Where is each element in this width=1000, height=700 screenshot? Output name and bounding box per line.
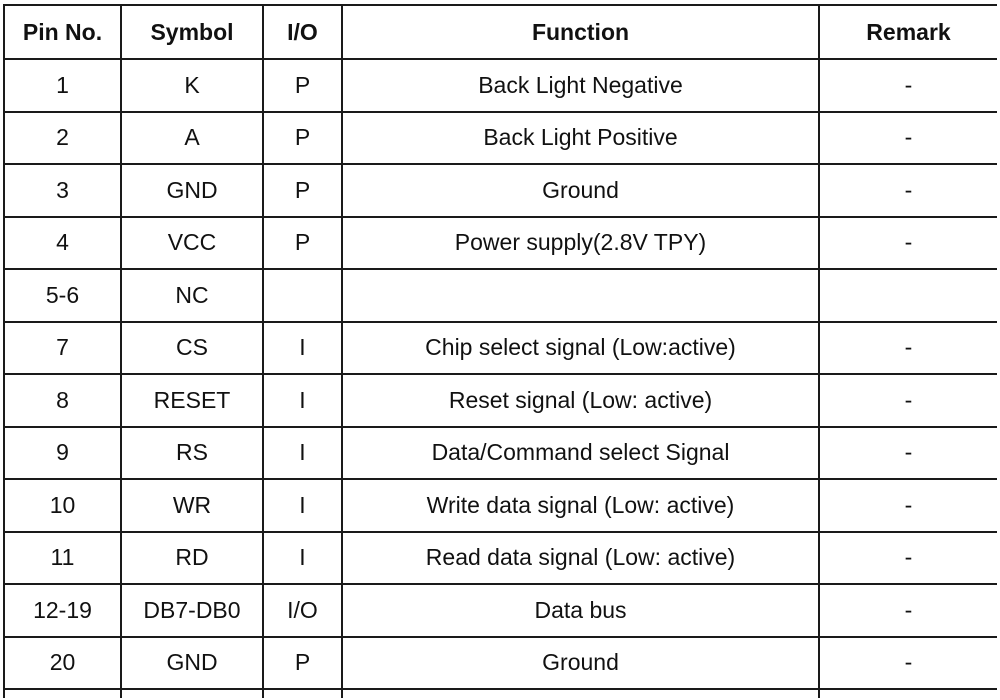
remark-cell: -: [819, 322, 997, 375]
symbol-cell: GND: [121, 164, 263, 217]
function-cell: Power supply(2.8V TPY): [342, 217, 819, 270]
table-row: [4, 322, 997, 375]
io-cell: P: [263, 112, 342, 165]
cropped-cell: [4, 689, 121, 698]
function-cell: Reset signal (Low: active): [342, 374, 819, 427]
function-cell: Data/Command select Signal: [342, 427, 819, 480]
function-cell: Ground: [342, 637, 819, 690]
remark-cell: -: [819, 217, 997, 270]
pin-cell: 1: [4, 59, 121, 112]
table-row: [4, 479, 997, 532]
symbol-cell: RS: [121, 427, 263, 480]
table-row: [4, 374, 997, 427]
io-cell: I: [263, 479, 342, 532]
function-cell: Data bus: [342, 584, 819, 637]
header-symbol: Symbol: [121, 5, 263, 59]
io-cell: I: [263, 427, 342, 480]
pin-cell: 3: [4, 164, 121, 217]
remark-cell: -: [819, 112, 997, 165]
table-row: [4, 164, 997, 217]
header-io: I/O: [263, 5, 342, 59]
io-cell: P: [263, 164, 342, 217]
pin-cell: 4: [4, 217, 121, 270]
remark-cell: [819, 269, 997, 322]
pin-cell: 8: [4, 374, 121, 427]
table-row: [4, 584, 997, 637]
table-row: [4, 427, 997, 480]
pin-cell: 12-19: [4, 584, 121, 637]
header-function: Function: [342, 5, 819, 59]
pin-cell: 2: [4, 112, 121, 165]
io-cell: P: [263, 637, 342, 690]
pin-cell: 10: [4, 479, 121, 532]
io-cell: [263, 269, 342, 322]
pin-cell: 5-6: [4, 269, 121, 322]
cropped-cell: [121, 689, 263, 698]
function-cell: Read data signal (Low: active): [342, 532, 819, 585]
cropped-cell: [342, 689, 819, 698]
remark-cell: -: [819, 164, 997, 217]
remark-cell: -: [819, 374, 997, 427]
io-cell: P: [263, 217, 342, 270]
pin-cell: 9: [4, 427, 121, 480]
header-pin-no: Pin No.: [4, 5, 121, 59]
io-cell: P: [263, 59, 342, 112]
symbol-cell: K: [121, 59, 263, 112]
function-cell: Back Light Negative: [342, 59, 819, 112]
remark-cell: -: [819, 584, 997, 637]
table-row: [4, 269, 997, 322]
symbol-cell: DB7-DB0: [121, 584, 263, 637]
header-remark: Remark: [819, 5, 997, 59]
remark-cell: -: [819, 532, 997, 585]
remark-cell: -: [819, 427, 997, 480]
pin-cell: 20: [4, 637, 121, 690]
pin-assignment-table: [3, 4, 997, 698]
function-cell: Ground: [342, 164, 819, 217]
remark-cell: -: [819, 637, 997, 690]
remark-cell: -: [819, 59, 997, 112]
symbol-cell: CS: [121, 322, 263, 375]
io-cell: I: [263, 374, 342, 427]
table-row: [4, 637, 997, 690]
io-cell: I/O: [263, 584, 342, 637]
table-row: [4, 112, 997, 165]
remark-cell: -: [819, 479, 997, 532]
pin-cell: 11: [4, 532, 121, 585]
symbol-cell: GND: [121, 637, 263, 690]
cropped-cell: [819, 689, 997, 698]
symbol-cell: VCC: [121, 217, 263, 270]
pin-table-container: [3, 4, 997, 698]
table-row: [4, 532, 997, 585]
function-cell: Chip select signal (Low:active): [342, 322, 819, 375]
symbol-cell: NC: [121, 269, 263, 322]
io-cell: I: [263, 532, 342, 585]
symbol-cell: WR: [121, 479, 263, 532]
table-row: [4, 59, 997, 112]
io-cell: I: [263, 322, 342, 375]
pin-cell: 7: [4, 322, 121, 375]
header-row: [4, 5, 997, 59]
symbol-cell: A: [121, 112, 263, 165]
function-cell: Write data signal (Low: active): [342, 479, 819, 532]
table-row: [4, 217, 997, 270]
cropped-cell: [263, 689, 342, 698]
symbol-cell: RESET: [121, 374, 263, 427]
symbol-cell: RD: [121, 532, 263, 585]
function-cell: [342, 269, 819, 322]
function-cell: Back Light Positive: [342, 112, 819, 165]
cropped-row: [4, 689, 997, 698]
